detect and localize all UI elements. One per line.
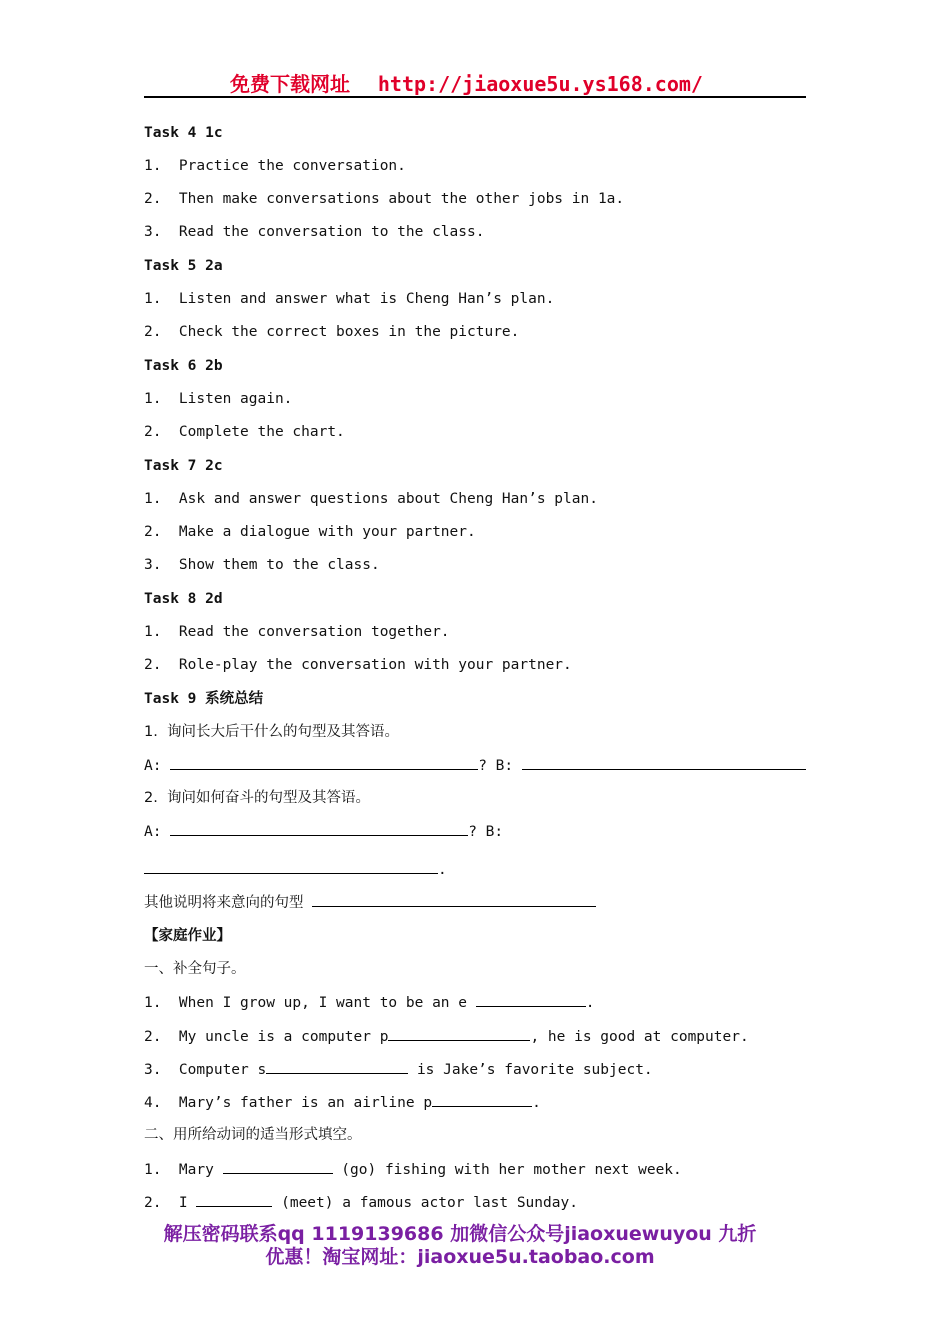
task7-item-1: 1. Ask and answer questions about Cheng Han’s plan. [144,491,598,507]
answer-blank[interactable] [388,1027,530,1041]
footer-line-2: 优惠！淘宝网址：jiaoxue5u.taobao.com [265,1246,655,1268]
task8-item-2: 2. Role-play the conversation with your partner. [144,657,572,673]
task9-answer-line-2 [144,822,503,841]
a-label: A: [144,758,162,774]
homework-q4 [144,1093,541,1112]
task6-title: Task 6 2b [144,358,223,374]
homework-part2: 二、用所给动词的适当形式填空。 [144,1127,362,1143]
q1-text-b: . [585,995,595,1011]
task7-item-3: 3. Show them to the class. [144,557,380,573]
q3-text-a: 3. Computer s [144,1062,267,1078]
task9-answer-line-1 [144,756,806,775]
answer-blank[interactable] [522,756,806,770]
homework-q2 [144,1027,749,1046]
v1-text-a: 1. Mary [144,1162,223,1178]
answer-blank[interactable] [476,993,586,1007]
answer-blank[interactable] [223,1160,333,1174]
answer-blank[interactable] [144,860,438,874]
homework-q1 [144,993,594,1012]
task9-item-2-text: 2. 询问如何奋斗的句型及其答语。 [144,790,371,806]
homework-q3 [144,1060,653,1079]
task5-item-2: 2. Check the correct boxes in the picture. [144,324,520,340]
homework-v2 [144,1193,578,1212]
homework-title: 【家庭作业】 [144,928,231,944]
q4-text-b: . [532,1095,541,1111]
task4-item-2: 2. Then make conversations about the other jobs in 1a. [144,191,625,207]
homework-part1: 一、补全句子。 [144,961,246,977]
page-header [144,66,806,98]
header-label: 免费下载网址 [230,72,350,96]
answer-blank[interactable] [266,1060,408,1074]
task5-item-1: 1. Listen and answer what is Cheng Han’s plan. [144,291,555,307]
task5-title: Task 5 2a [144,258,223,274]
b-label: ? B: [468,824,504,840]
v1-text-b: (go) fishing with her mother next week. [332,1162,682,1178]
task4-item-1: 1. Practice the conversation. [144,158,406,174]
b-label: ? B: [478,758,514,774]
task9-title: Task 9 系统总结 [144,691,264,707]
answer-blank[interactable] [170,756,478,770]
task4-title: Task 4 1c [144,125,223,141]
task6-item-2: 2. Complete the chart. [144,424,345,440]
period: . [438,862,447,878]
task9-item-1 [144,723,399,741]
answer-blank[interactable] [432,1093,532,1107]
task9-item-2 [144,789,370,807]
task9-answer-line-3 [144,860,447,879]
q1-text-a: 1. When I grow up, I want to be an e [144,995,476,1011]
q3-text-b: is Jake’s favorite subject. [408,1062,653,1078]
v2-text-b: (meet) a famous actor last Sunday. [272,1195,578,1211]
task9-other-line [144,893,596,912]
q4-text-a: 4. Mary’s father is an airline p [144,1095,433,1111]
task8-item-1: 1. Read the conversation together. [144,624,450,640]
q2-text-b: , he is good at computer. [530,1029,749,1045]
header-text [230,68,703,97]
footer-line-1: 解压密码联系qq 1119139686 加微信公众号jiaoxuewuyou 九折 [163,1223,757,1245]
task9-item-1-text: 1. 询问长大后干什么的句型及其答语。 [144,724,400,740]
homework-v1 [144,1160,682,1179]
answer-blank[interactable] [170,822,468,836]
task8-title: Task 8 2d [144,591,223,607]
task9-other-text: 其他说明将来意向的句型 [144,895,304,911]
task4-item-3: 3. Read the conversation to the class. [144,224,485,240]
task6-item-1: 1. Listen again. [144,391,293,407]
task7-item-2: 2. Make a dialogue with your partner. [144,524,476,540]
answer-blank[interactable] [312,893,596,907]
a-label: A: [144,824,162,840]
task7-title: Task 7 2c [144,458,223,474]
answer-blank[interactable] [196,1193,272,1207]
header-url-link[interactable]: http://jiaoxue5u.ys168.com/ [377,72,703,96]
v2-text-a: 2. I [144,1195,197,1211]
q2-text-a: 2. My uncle is a computer p [144,1029,389,1045]
